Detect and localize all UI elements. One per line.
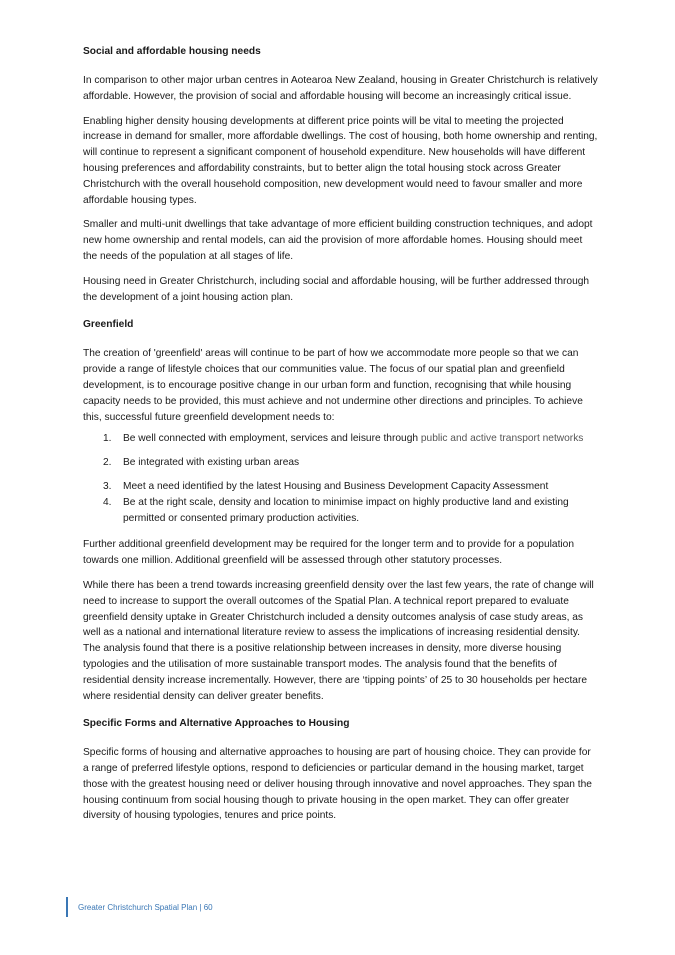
section-heading-specific-forms: Specific Forms and Alternative Approaches to Housing xyxy=(83,718,350,730)
paragraph: Smaller and multi-unit dwellings that take advantage of more efficient building construction techniques, and adopt new home ownership and rental models, can aid the provision of more affordable homes. Housing should meet the needs of the population at all stages of life. xyxy=(83,219,593,262)
paragraph: In comparison to other major urban centres in Aotearoa New Zealand, housing in Greater Christchurch is relatively affordable. However, the provision of social and affordable housing will become an increasingly critical issue. xyxy=(83,75,598,102)
list-item-text: Be at the right scale, density and location to minimise impact on highly productive land and existing permitted or consented primary production activities. xyxy=(123,496,569,524)
numbered-list xyxy=(83,431,598,526)
paragraph: Further additional greenfield development may be required for the longer term and to provide for a population towards one million. Additional greenfield will be assessed through other statutory processes. xyxy=(83,539,574,567)
list-item-number: 2. xyxy=(103,457,112,469)
paragraph: Specific forms of housing and alternative approaches to housing are part of housing choice. They can provide for a range of preferred lifestyle options, respond to deficiencies or particular demand in the housing market, target those with the greatest housing need or deliver housing through innovative and novel approaches. They span the housing continuum from social housing though to private housing in the open market. They can offer greater diversity of housing typologies, tenures and price points. xyxy=(83,747,592,822)
list-item-number: 1. xyxy=(103,433,112,445)
footer-accent-bar xyxy=(66,897,68,917)
list-item-number: 4. xyxy=(103,496,112,508)
list-item-text: Be well connected with employment, services and leisure through xyxy=(123,433,421,445)
list-item-text: Meet a need identified by the latest Housing and Business Development Capacity Assessment xyxy=(123,480,549,492)
paragraph: The creation of 'greenfield' areas will continue to be part of how we accommodate more people so that we can provide a range of lifestyle choices that our communities value. The focus of our spatial plan and greenfield development, is to encourage positive change in our urban form and function, recognising that while housing capacity needs to be provided, this must achieve and not undermine other directions and principles. To achieve this, successful future greenfield development needs to: xyxy=(83,348,583,423)
list-item xyxy=(83,455,598,471)
footer-text: Greater Christchurch Spatial Plan | 60 xyxy=(78,902,213,912)
list-item xyxy=(83,495,598,527)
page-content xyxy=(83,44,598,824)
list-item xyxy=(83,479,598,495)
page-footer xyxy=(66,897,213,917)
section-heading-greenfield: Greenfield xyxy=(83,319,134,331)
paragraph: Housing need in Greater Christchurch, including social and affordable housing, will be further addressed through the development of a joint housing action plan. xyxy=(83,275,590,303)
paragraph: Enabling higher density housing developments at different price points will be vital to meeting the projected increase in demand for smaller, more affordable dwellings. The cost of housing, both home ownership and renting, will continue to represent a significant component of household expenditure. New households will have different housing preferences and affordability constraints, but to better align the total housing stock across Greater Christchurch with the overall household composition, new development would need to favour smaller and more affordable housing types. xyxy=(83,115,598,206)
list-item-text: Be integrated with existing urban areas xyxy=(123,457,300,469)
list-item-number: 3. xyxy=(103,480,112,492)
section-heading-social-affordable: Social and affordable housing needs xyxy=(83,46,261,57)
list-item xyxy=(83,431,598,447)
list-item-text-tail: public and active transport networks xyxy=(420,433,584,445)
paragraph: While there has been a trend towards increasing greenfield density over the last few years, the rate of change will need to increase to support the overall outcomes of the Spatial Plan. A technical report prepared to evaluate greenfield density uptake in Greater Christchurch included a density outcomes analysis of case study areas, as well as a national and international literature review to assess the implications of increasing residential density. The analysis found that there is a positive relationship between increases in density, more diverse housing typologies and the utilisation of more sustainable transport modes. The analysis found that the benefits of residential density increase incrementally. However, there are ‘tipping points’ of 25 to 30 households per hectare where residential density can deliver greater benefits. xyxy=(83,579,594,702)
